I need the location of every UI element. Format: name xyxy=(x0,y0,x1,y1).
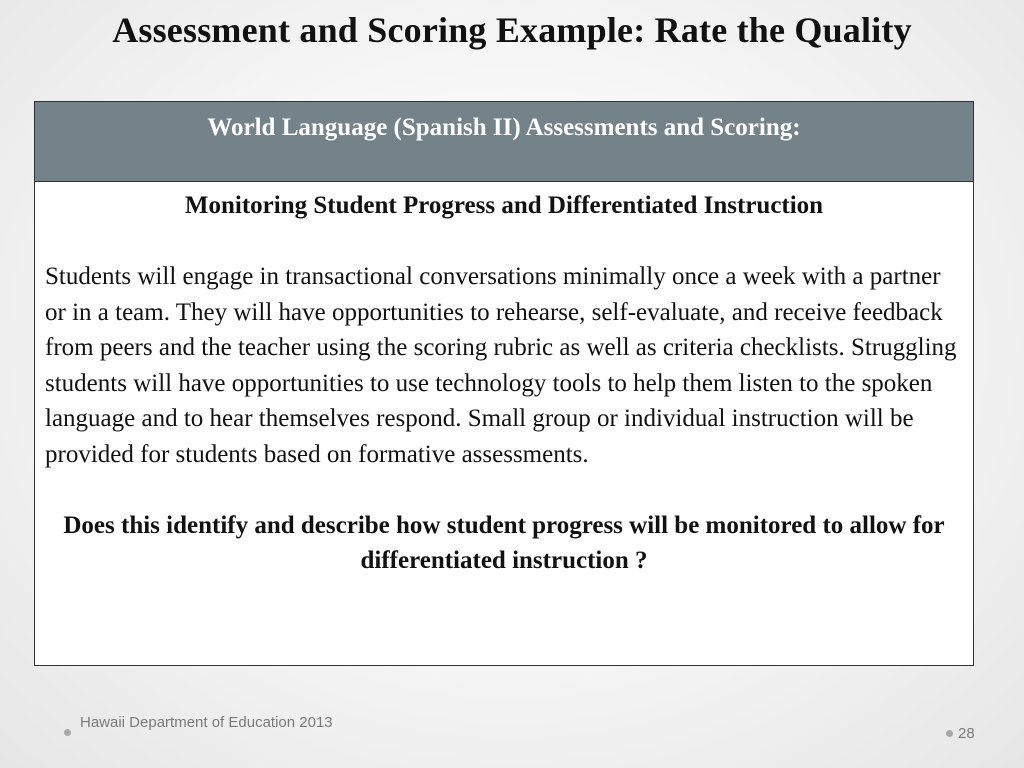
body-paragraph: Students will engage in transactional conversations minimally once a week with a partner or in a team. They will have opportunities to rehearse, self-evaluate, and receive feedback from peers and the teacher using the scoring rubric as well as criteria checklists. Struggling students will have opportunities to use technology tools to help them listen to the spoken language and to hear themselves respond. Small group or individual instruction will be provided for students based on formative assessments. xyxy=(45,263,957,468)
footer-source-text: Hawaii Department of Education 2013 xyxy=(80,714,333,731)
assessment-table xyxy=(34,101,974,666)
footer-bullet-icon xyxy=(64,729,71,736)
footer-page xyxy=(946,724,975,744)
table-header: World Language (Spanish II) Assessments and Scoring: xyxy=(35,102,973,182)
slide-title: Assessment and Scoring Example: Rate the Quality xyxy=(112,10,912,50)
footer-source xyxy=(64,713,370,733)
paragraph-spacer xyxy=(45,472,963,508)
section-heading: Monitoring Student Progress and Differentiated Instruction xyxy=(184,192,824,219)
page-number: 28 xyxy=(958,725,975,742)
paragraph-spacer xyxy=(45,224,963,260)
rating-question: Does this identify and describe how student progress will be monitored to allow for differentiated instruction ? xyxy=(63,511,945,574)
table-body xyxy=(35,182,973,579)
footer-bullet-icon xyxy=(946,730,953,737)
